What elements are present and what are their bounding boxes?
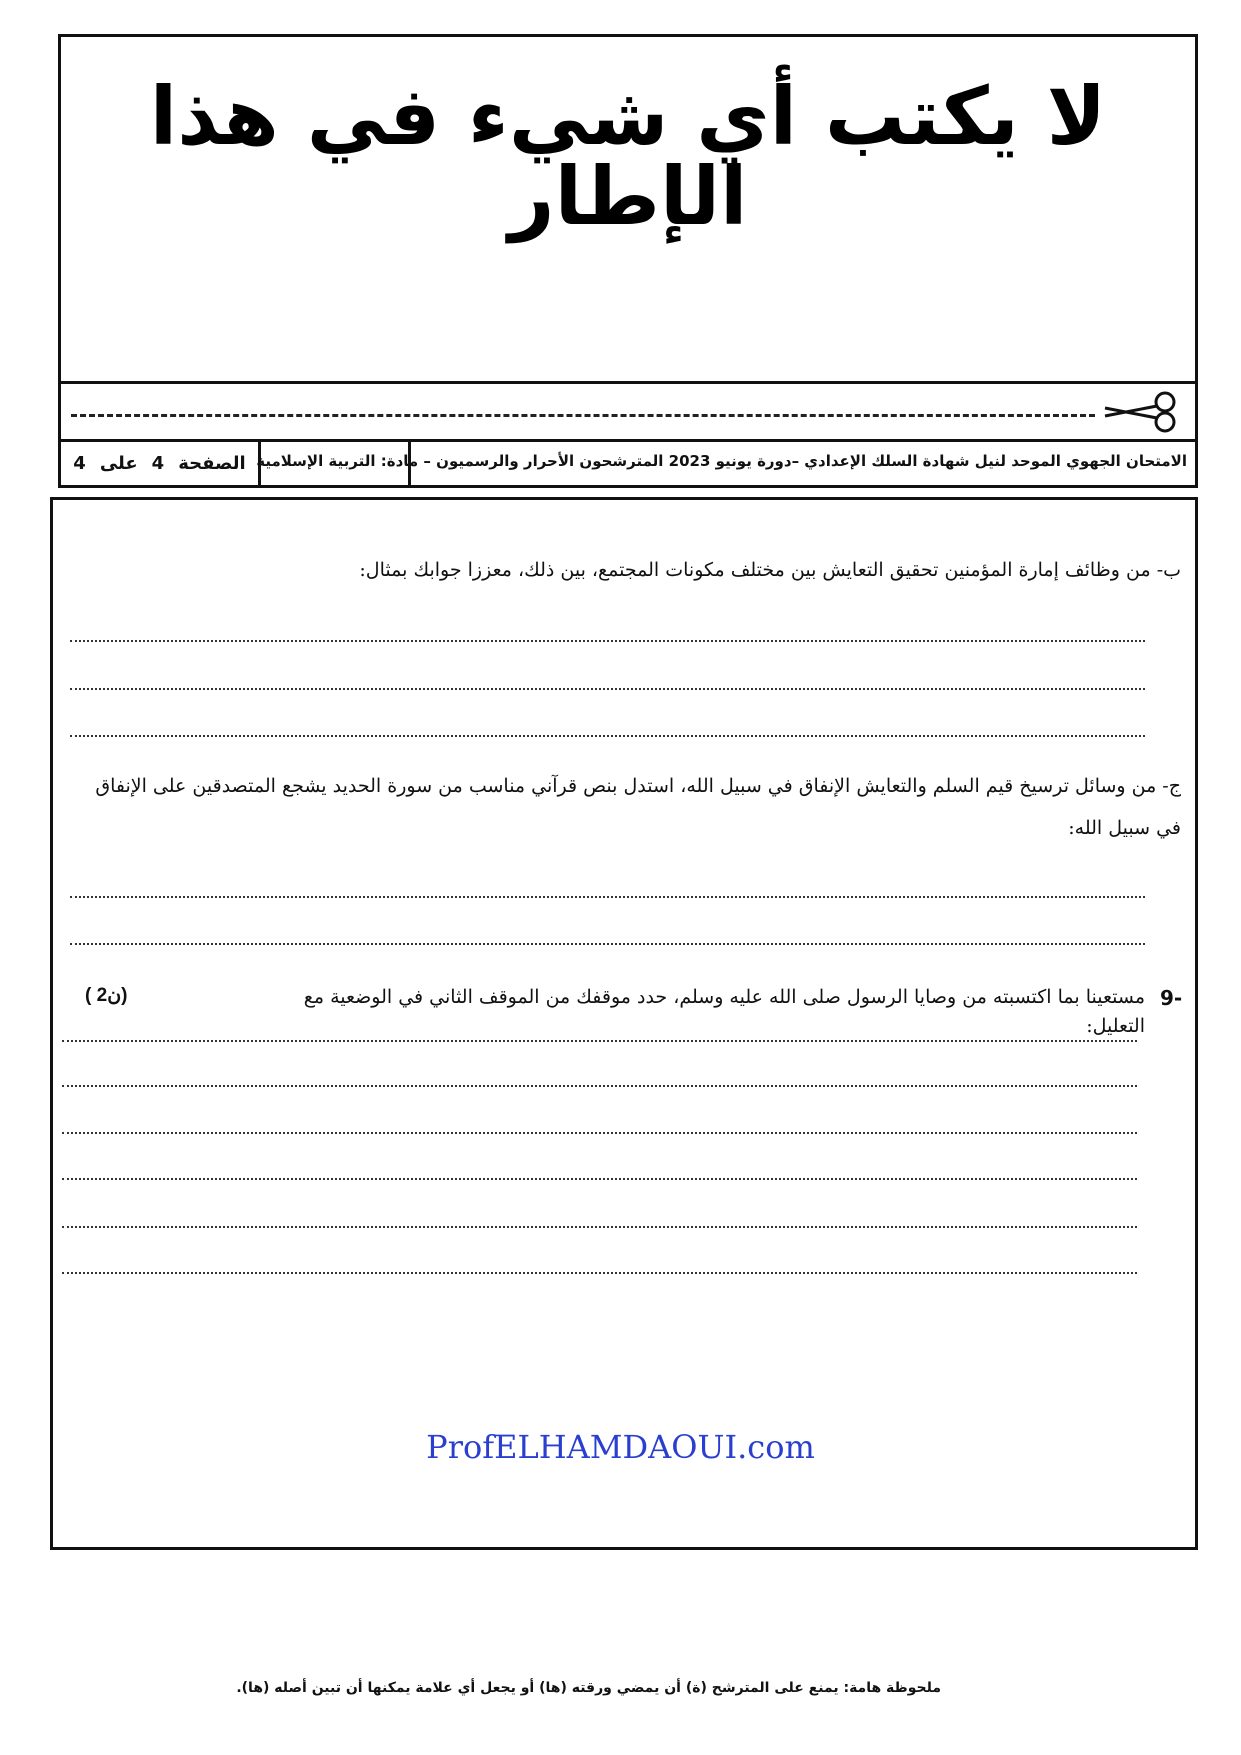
page-word: الصفحة xyxy=(178,453,246,474)
answer-line[interactable] xyxy=(70,735,1145,737)
reserved-frame-title: لا يكتب أي شيء في هذا الإطار xyxy=(149,70,1107,243)
reserved-frame xyxy=(58,34,1198,384)
exam-header xyxy=(58,442,1198,488)
page-counter xyxy=(61,442,261,485)
question-9-number: 9- xyxy=(1160,986,1183,1010)
question-9: مستعينا بما اكتسبته من وصايا الرسول صلى الله عليه وسلم، حدد موقفك من الموقف الثاني في الوضعية مع التعليل: xyxy=(303,986,1145,1037)
answer-line[interactable] xyxy=(62,1085,1137,1087)
cut-line xyxy=(71,414,1095,417)
of-word: على xyxy=(99,453,138,474)
answer-line[interactable] xyxy=(70,943,1145,945)
answer-line[interactable] xyxy=(62,1272,1137,1274)
answer-line[interactable] xyxy=(62,1226,1137,1228)
watermark-link[interactable]: ProfELHAMDAOUI.com xyxy=(426,1428,815,1466)
footer-note: ملحوظة هامة: يمنع على المترشح (ة) أن يمضي ورقته (ها) أو يجعل أي علامة يمكنها أن تبين أصله (ها). xyxy=(236,1680,941,1696)
answer-line[interactable] xyxy=(62,1178,1137,1180)
scissors-icon xyxy=(1099,390,1183,434)
question-c: ج- من وسائل ترسيخ قيم السلم والتعايش الإنفاق في سبيل الله، استدل بنص قرآني مناسب من سورة الحديد يشجع المتصدقين على الإنفاق في سبيل الله: xyxy=(95,775,1181,839)
answer-line[interactable] xyxy=(70,640,1145,642)
answer-line[interactable] xyxy=(62,1132,1137,1134)
question-9-points: ( 2ن) xyxy=(85,985,128,1006)
page-total: 4 xyxy=(73,453,86,474)
answer-line[interactable] xyxy=(70,896,1145,898)
page-current: 4 xyxy=(151,453,165,474)
cut-strip xyxy=(58,384,1198,442)
answer-line[interactable] xyxy=(62,1040,1137,1042)
answer-line[interactable] xyxy=(70,688,1145,690)
exam-title: الامتحان الجهوي الموحد لنيل شهادة السلك الإعدادي –دورة يونيو 2023 المترشحون الأحرار والرسميون – مادة: التربية الإسلامية xyxy=(256,452,1187,470)
question-b: ب- من وظائف إمارة المؤمنين تحقيق التعايش بين مختلف مكونات المجتمع، بين ذلك، معززا جوابك بمثال: xyxy=(359,559,1181,581)
